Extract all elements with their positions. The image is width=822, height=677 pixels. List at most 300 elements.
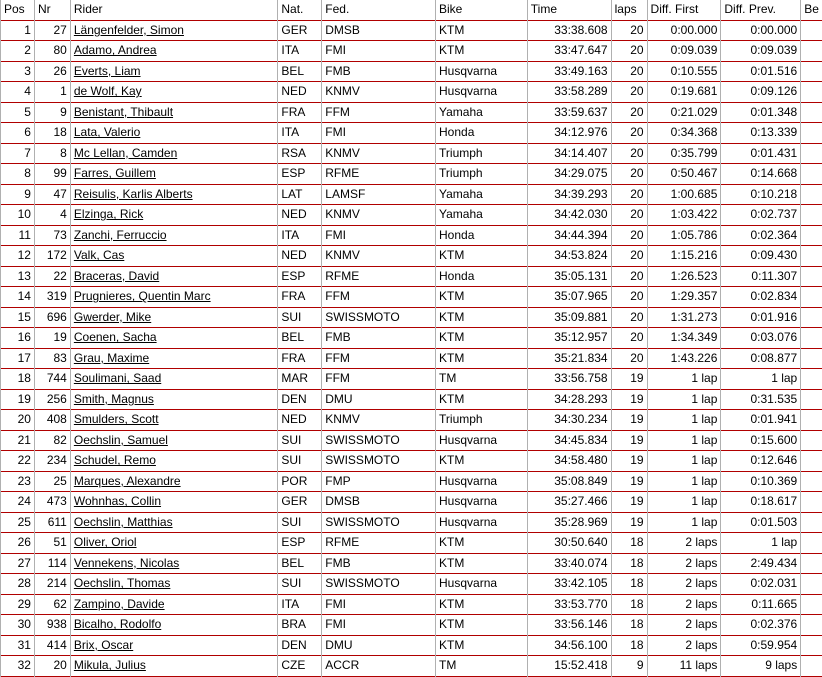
cell-diff-prev: 0:02.364 (721, 225, 801, 246)
cell-time: 33:47.647 (527, 41, 611, 62)
rider-link[interactable]: Farres, Guillem (74, 166, 156, 180)
rider-link[interactable]: Schudel, Remo (74, 453, 156, 467)
cell-pos: 20 (1, 410, 35, 431)
cell-diff-prev: 0:10.369 (721, 471, 801, 492)
cell-diff-prev: 0:15.600 (721, 430, 801, 451)
cell-diff-first: 1 lap (647, 471, 721, 492)
cell-pos: 9 (1, 184, 35, 205)
cell-nat: BRA (278, 615, 322, 636)
cell-pos: 2 (1, 41, 35, 62)
cell-bike: Honda (436, 266, 528, 287)
cell-nr: 408 (34, 410, 70, 431)
cell-pos: 17 (1, 348, 35, 369)
cell-nat: SUI (278, 451, 322, 472)
col-header-pos[interactable]: Pos (1, 0, 35, 20)
cell-nr: 25 (34, 471, 70, 492)
cell-bike: KTM (436, 287, 528, 308)
cell-diff-first: 2 laps (647, 533, 721, 554)
cell-fed: DMU (322, 635, 436, 656)
col-header-bike[interactable]: Bike (436, 0, 528, 20)
cell-nr: 696 (34, 307, 70, 328)
cell-nat: BEL (278, 61, 322, 82)
cell-rider (70, 430, 278, 451)
cell-laps: 18 (611, 574, 647, 595)
cell-laps: 20 (611, 328, 647, 349)
cell-time: 33:56.758 (527, 369, 611, 390)
table-row (1, 594, 822, 615)
cell-laps: 20 (611, 82, 647, 103)
cell-diff-prev: 0:12.646 (721, 451, 801, 472)
cell-laps: 20 (611, 143, 647, 164)
cell-extra (801, 20, 822, 41)
cell-diff-prev: 0:02.376 (721, 615, 801, 636)
table-row (1, 82, 822, 103)
cell-diff-prev: 0:01.431 (721, 143, 801, 164)
cell-time: 33:53.770 (527, 594, 611, 615)
cell-rider (70, 533, 278, 554)
table-row (1, 61, 822, 82)
rider-link[interactable]: Braceras, David (74, 269, 159, 283)
cell-pos: 27 (1, 553, 35, 574)
cell-pos: 16 (1, 328, 35, 349)
rider-link[interactable]: de Wolf, Kay (74, 84, 142, 98)
cell-fed: RFME (322, 266, 436, 287)
rider-link[interactable]: Prugnieres, Quentin Marc (74, 289, 211, 303)
cell-nr: 99 (34, 164, 70, 185)
table-row (1, 246, 822, 267)
cell-diff-first: 2 laps (647, 594, 721, 615)
cell-diff-prev: 0:13.339 (721, 123, 801, 144)
cell-extra (801, 553, 822, 574)
rider-link[interactable]: Brix, Oscar (74, 638, 133, 652)
cell-rider (70, 553, 278, 574)
cell-nat: GER (278, 492, 322, 513)
cell-fed: DMSB (322, 20, 436, 41)
cell-nr: 473 (34, 492, 70, 513)
cell-diff-first: 2 laps (647, 574, 721, 595)
rider-link[interactable]: Zanchi, Ferruccio (74, 228, 167, 242)
cell-extra (801, 451, 822, 472)
cell-bike: Honda (436, 123, 528, 144)
cell-diff-prev: 0:59.954 (721, 635, 801, 656)
cell-nat: SUI (278, 430, 322, 451)
cell-rider (70, 512, 278, 533)
col-header-extra[interactable]: Be (801, 0, 822, 20)
cell-bike: Husqvarna (436, 61, 528, 82)
cell-bike: Husqvarna (436, 471, 528, 492)
cell-nat: MAR (278, 369, 322, 390)
cell-time: 34:39.293 (527, 184, 611, 205)
cell-rider (70, 184, 278, 205)
cell-diff-first: 1:05.786 (647, 225, 721, 246)
cell-laps: 20 (611, 20, 647, 41)
cell-diff-first: 1 lap (647, 512, 721, 533)
cell-diff-first: 11 laps (647, 656, 721, 677)
cell-fed: FMB (322, 553, 436, 574)
cell-nr: 26 (34, 61, 70, 82)
table-row (1, 307, 822, 328)
cell-diff-prev: 0:02.737 (721, 205, 801, 226)
table-row (1, 635, 822, 656)
table-row (1, 430, 822, 451)
rider-link[interactable]: Oechslin, Samuel (74, 433, 168, 447)
cell-extra (801, 410, 822, 431)
cell-pos: 32 (1, 656, 35, 677)
cell-bike: Husqvarna (436, 82, 528, 103)
rider-link[interactable]: Soulimani, Saad (74, 371, 161, 385)
cell-rider (70, 20, 278, 41)
rider-link[interactable]: Smulders, Scott (74, 412, 159, 426)
cell-time: 34:56.100 (527, 635, 611, 656)
cell-bike: Honda (436, 225, 528, 246)
cell-pos: 23 (1, 471, 35, 492)
cell-nat: BEL (278, 328, 322, 349)
cell-diff-first: 0:35.799 (647, 143, 721, 164)
cell-nr: 73 (34, 225, 70, 246)
rider-link[interactable]: Valk, Cas (74, 248, 124, 262)
cell-rider (70, 287, 278, 308)
cell-rider (70, 348, 278, 369)
cell-laps: 20 (611, 123, 647, 144)
cell-fed: DMU (322, 389, 436, 410)
cell-diff-first: 1:43.226 (647, 348, 721, 369)
table-row (1, 225, 822, 246)
cell-nat: SUI (278, 512, 322, 533)
col-header-diff-first[interactable]: Diff. First (647, 0, 721, 20)
cell-fed: KNMV (322, 246, 436, 267)
cell-laps: 19 (611, 492, 647, 513)
cell-fed: FMB (322, 61, 436, 82)
cell-laps: 19 (611, 410, 647, 431)
cell-rider (70, 102, 278, 123)
cell-rider (70, 205, 278, 226)
table-row (1, 512, 822, 533)
cell-diff-first: 1:03.422 (647, 205, 721, 226)
cell-bike: TM (436, 369, 528, 390)
cell-nat: NED (278, 82, 322, 103)
cell-time: 33:59.637 (527, 102, 611, 123)
cell-rider (70, 307, 278, 328)
cell-nr: 4 (34, 205, 70, 226)
cell-nr: 256 (34, 389, 70, 410)
cell-bike: Triumph (436, 143, 528, 164)
cell-time: 35:07.965 (527, 287, 611, 308)
cell-nat: ESP (278, 266, 322, 287)
cell-nat: DEN (278, 389, 322, 410)
table-row (1, 533, 822, 554)
table-row (1, 164, 822, 185)
table-row (1, 389, 822, 410)
cell-laps: 19 (611, 369, 647, 390)
cell-nr: 83 (34, 348, 70, 369)
col-header-rider[interactable]: Rider (70, 0, 278, 20)
cell-fed: FMI (322, 225, 436, 246)
cell-fed: FMI (322, 41, 436, 62)
cell-fed: RFME (322, 533, 436, 554)
cell-nat: ITA (278, 594, 322, 615)
cell-bike: Triumph (436, 164, 528, 185)
cell-extra (801, 307, 822, 328)
cell-nat: ITA (278, 225, 322, 246)
rider-link[interactable]: Elzinga, Rick (74, 207, 143, 221)
rider-link[interactable]: Lata, Valerio (74, 125, 141, 139)
rider-link[interactable]: Mikula, Julius (74, 658, 146, 672)
cell-bike: KTM (436, 635, 528, 656)
cell-diff-prev: 1 lap (721, 369, 801, 390)
cell-extra (801, 369, 822, 390)
cell-diff-first: 2 laps (647, 635, 721, 656)
col-header-fed[interactable]: Fed. (322, 0, 436, 20)
col-header-time[interactable]: Time (527, 0, 611, 20)
cell-nat: NED (278, 205, 322, 226)
rider-link[interactable]: Coenen, Sacha (74, 330, 157, 344)
rider-link[interactable]: Längenfelder, Simon (74, 23, 184, 37)
cell-laps: 20 (611, 184, 647, 205)
cell-diff-prev: 0:09.039 (721, 41, 801, 62)
cell-time: 34:28.293 (527, 389, 611, 410)
cell-bike: Husqvarna (436, 574, 528, 595)
cell-fed: FMI (322, 123, 436, 144)
cell-time: 34:58.480 (527, 451, 611, 472)
cell-time: 33:40.074 (527, 553, 611, 574)
col-header-laps[interactable]: laps (611, 0, 647, 20)
cell-diff-first: 0:50.467 (647, 164, 721, 185)
cell-rider (70, 328, 278, 349)
cell-nat: BEL (278, 553, 322, 574)
cell-extra (801, 533, 822, 554)
rider-link[interactable]: Oechslin, Matthias (74, 515, 173, 529)
cell-diff-prev: 0:31.535 (721, 389, 801, 410)
cell-nr: 744 (34, 369, 70, 390)
rider-link[interactable]: Gwerder, Mike (74, 310, 151, 324)
cell-diff-prev: 0:01.916 (721, 307, 801, 328)
cell-diff-first: 1 lap (647, 451, 721, 472)
cell-diff-first: 1:15.216 (647, 246, 721, 267)
cell-nat: ITA (278, 41, 322, 62)
cell-pos: 4 (1, 82, 35, 103)
cell-nr: 80 (34, 41, 70, 62)
cell-rider (70, 492, 278, 513)
cell-laps: 19 (611, 451, 647, 472)
cell-nat: LAT (278, 184, 322, 205)
cell-nat: FRA (278, 348, 322, 369)
cell-rider (70, 266, 278, 287)
cell-laps: 19 (611, 430, 647, 451)
cell-time: 33:49.163 (527, 61, 611, 82)
cell-extra (801, 389, 822, 410)
table-row (1, 20, 822, 41)
cell-diff-first: 0:00.000 (647, 20, 721, 41)
cell-bike: Yamaha (436, 102, 528, 123)
rider-link[interactable]: Reisulis, Karlis Alberts (74, 187, 193, 201)
rider-link[interactable]: Everts, Liam (74, 64, 141, 78)
cell-time: 34:42.030 (527, 205, 611, 226)
col-header-nat[interactable]: Nat. (278, 0, 322, 20)
cell-nr: 611 (34, 512, 70, 533)
header-row (1, 0, 822, 20)
cell-pos: 26 (1, 533, 35, 554)
cell-rider (70, 389, 278, 410)
cell-fed: SWISSMOTO (322, 574, 436, 595)
cell-time: 35:08.849 (527, 471, 611, 492)
cell-nr: 62 (34, 594, 70, 615)
cell-nat: FRA (278, 102, 322, 123)
cell-bike: Husqvarna (436, 430, 528, 451)
rider-link[interactable]: Wohnhas, Collin (74, 494, 161, 508)
cell-diff-prev: 9 laps (721, 656, 801, 677)
cell-rider (70, 164, 278, 185)
cell-bike: Triumph (436, 410, 528, 431)
rider-link[interactable]: Marques, Alexandre (74, 474, 181, 488)
rider-link[interactable]: Bicalho, Rodolfo (74, 617, 161, 631)
rider-link[interactable]: Benistant, Thibault (74, 105, 173, 119)
cell-diff-first: 1:31.273 (647, 307, 721, 328)
cell-nr: 51 (34, 533, 70, 554)
cell-bike: KTM (436, 594, 528, 615)
cell-pos: 31 (1, 635, 35, 656)
cell-diff-first: 1:00.685 (647, 184, 721, 205)
table-row (1, 143, 822, 164)
rider-link[interactable]: Adamo, Andrea (74, 43, 157, 57)
cell-laps: 20 (611, 246, 647, 267)
cell-extra (801, 328, 822, 349)
cell-diff-prev: 0:03.076 (721, 328, 801, 349)
cell-nat: FRA (278, 287, 322, 308)
rider-link[interactable]: Oechslin, Thomas (74, 576, 171, 590)
cell-nat: ESP (278, 533, 322, 554)
cell-fed: FMB (322, 328, 436, 349)
cell-nat: DEN (278, 635, 322, 656)
cell-pos: 25 (1, 512, 35, 533)
cell-fed: KNMV (322, 410, 436, 431)
cell-diff-prev: 0:01.516 (721, 61, 801, 82)
cell-nat: RSA (278, 143, 322, 164)
cell-fed: FMP (322, 471, 436, 492)
cell-rider (70, 82, 278, 103)
cell-diff-first: 0:34.368 (647, 123, 721, 144)
cell-bike: KTM (436, 246, 528, 267)
cell-rider (70, 635, 278, 656)
cell-time: 34:12.976 (527, 123, 611, 144)
cell-pos: 30 (1, 615, 35, 636)
cell-time: 35:28.969 (527, 512, 611, 533)
cell-time: 33:58.289 (527, 82, 611, 103)
cell-extra (801, 574, 822, 595)
cell-diff-prev: 0:18.617 (721, 492, 801, 513)
cell-laps: 18 (611, 615, 647, 636)
cell-fed: SWISSMOTO (322, 307, 436, 328)
cell-nr: 8 (34, 143, 70, 164)
cell-diff-first: 2 laps (647, 553, 721, 574)
cell-extra (801, 61, 822, 82)
table-row (1, 184, 822, 205)
cell-extra (801, 471, 822, 492)
cell-laps: 18 (611, 594, 647, 615)
cell-fed: RFME (322, 164, 436, 185)
cell-laps: 18 (611, 635, 647, 656)
cell-time: 33:38.608 (527, 20, 611, 41)
cell-pos: 12 (1, 246, 35, 267)
table-row (1, 451, 822, 472)
cell-diff-prev: 0:00.000 (721, 20, 801, 41)
cell-time: 34:45.834 (527, 430, 611, 451)
rider-link[interactable]: Vennekens, Nicolas (74, 556, 179, 570)
cell-laps: 20 (611, 225, 647, 246)
cell-nr: 22 (34, 266, 70, 287)
cell-rider (70, 410, 278, 431)
cell-pos: 19 (1, 389, 35, 410)
table-row (1, 410, 822, 431)
cell-fed: KNMV (322, 143, 436, 164)
cell-rider (70, 143, 278, 164)
cell-rider (70, 574, 278, 595)
cell-time: 34:30.234 (527, 410, 611, 431)
cell-laps: 20 (611, 348, 647, 369)
cell-extra (801, 143, 822, 164)
cell-pos: 1 (1, 20, 35, 41)
cell-pos: 8 (1, 164, 35, 185)
cell-nr: 19 (34, 328, 70, 349)
cell-diff-first: 0:10.555 (647, 61, 721, 82)
cell-fed: FFM (322, 348, 436, 369)
cell-time: 34:44.394 (527, 225, 611, 246)
cell-pos: 13 (1, 266, 35, 287)
cell-rider (70, 615, 278, 636)
cell-extra (801, 492, 822, 513)
cell-diff-first: 1 lap (647, 410, 721, 431)
cell-diff-first: 0:09.039 (647, 41, 721, 62)
cell-extra (801, 102, 822, 123)
rider-link[interactable]: Oliver, Oriol (74, 535, 137, 549)
cell-nr: 938 (34, 615, 70, 636)
cell-extra (801, 123, 822, 144)
cell-time: 15:52.418 (527, 656, 611, 677)
col-header-diff-prev[interactable]: Diff. Prev. (721, 0, 801, 20)
table-row (1, 41, 822, 62)
cell-fed: KNMV (322, 82, 436, 103)
cell-extra (801, 205, 822, 226)
cell-diff-prev: 1 lap (721, 533, 801, 554)
cell-bike: KTM (436, 41, 528, 62)
cell-laps: 20 (611, 102, 647, 123)
cell-laps: 20 (611, 41, 647, 62)
cell-pos: 7 (1, 143, 35, 164)
rider-link[interactable]: Mc Lellan, Camden (74, 146, 177, 160)
rider-link[interactable]: Smith, Magnus (74, 392, 154, 406)
cell-nr: 27 (34, 20, 70, 41)
cell-diff-prev: 0:02.834 (721, 287, 801, 308)
cell-nr: 234 (34, 451, 70, 472)
rider-link[interactable]: Zampino, Davide (74, 597, 165, 611)
cell-rider (70, 594, 278, 615)
cell-nr: 47 (34, 184, 70, 205)
cell-pos: 14 (1, 287, 35, 308)
cell-pos: 24 (1, 492, 35, 513)
cell-laps: 20 (611, 287, 647, 308)
cell-extra (801, 246, 822, 267)
cell-diff-first: 1:34.349 (647, 328, 721, 349)
cell-time: 30:50.640 (527, 533, 611, 554)
cell-fed: SWISSMOTO (322, 451, 436, 472)
cell-fed: SWISSMOTO (322, 430, 436, 451)
cell-pos: 15 (1, 307, 35, 328)
cell-bike: KTM (436, 553, 528, 574)
col-header-nr[interactable]: Nr (34, 0, 70, 20)
cell-fed: KNMV (322, 205, 436, 226)
cell-time: 35:09.881 (527, 307, 611, 328)
rider-link[interactable]: Grau, Maxime (74, 351, 149, 365)
cell-diff-first: 0:19.681 (647, 82, 721, 103)
